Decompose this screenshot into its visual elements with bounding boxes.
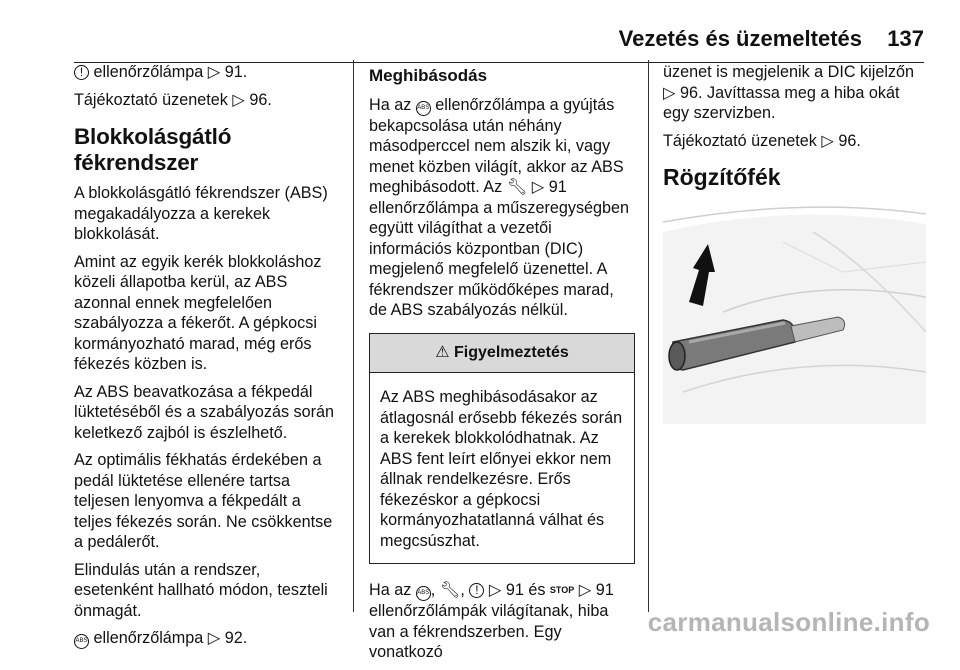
- warning-title: Figyelmeztetés: [454, 343, 569, 361]
- brake-lamp-ref-line: [74, 62, 342, 83]
- ref-page[interactable]: 91: [548, 178, 567, 196]
- ref-page[interactable]: 91.: [224, 63, 248, 81]
- section-heading-parking-brake: Rögzítőfék: [663, 164, 781, 190]
- page-header: [0, 12, 960, 52]
- ref-arrow-icon: ▷: [207, 629, 221, 647]
- column-2: [369, 62, 635, 670]
- header-title: Vezetés és üzemeltetés: [618, 26, 862, 51]
- ref-page[interactable]: 92.: [224, 629, 248, 647]
- brake-warning-icon: !: [74, 65, 89, 80]
- paragraph: A blokkolásgátló fékrendszer (ABS) megakadályozza a kerekek blokkolását.: [74, 184, 328, 243]
- info-messages-ref-line: [74, 90, 342, 111]
- abs-lamp-ref-line: [74, 628, 342, 649]
- abs-icon: ABS: [74, 634, 89, 649]
- wrench-icon: 🔧︎: [506, 178, 528, 196]
- column-3: [663, 62, 926, 424]
- abs-icon: ABS: [416, 101, 431, 116]
- warning-box: [369, 333, 635, 565]
- page-number: 137: [887, 26, 924, 51]
- text-run: Ha az: [369, 581, 412, 599]
- paragraph: [663, 62, 926, 124]
- text-run: Javíttassa meg a hiba okát egy szervizben.: [663, 83, 900, 122]
- section-heading-fault: Meghibásodás: [369, 66, 488, 85]
- warning-text: Az ABS meghibásodásakor az átlagosnál erősebb fékezés során a kerekek blokkolódhatnak. Az ABS fent leírt előnyei ekkor nem állnak rendelkezésre. Erős fékezéskor a gépkocsi kormányozhatatlanná válhat és megcsúszhat.: [380, 388, 623, 550]
- paragraph: Az optimális fékhatás érdekében a pedál lüktetése ellenére tartsa teljesen lenyomva a fékpedált a teljes fékezés során. Ne csökkentse a pedálerőt.: [74, 451, 333, 551]
- text-run: ellenőrzőlámpa a műszeregységben együtt világíthat a vezetői információs központban (DIC) megjelenő megfelelő üzenettel. A fékrendszer működőképes marad, de ABS szabályozás nélkül.: [369, 198, 630, 319]
- ref-page[interactable]: 91 és: [505, 581, 546, 599]
- paragraph: Elindulás után a rendszer, esetenként hallható módon, teszteli önmagát.: [74, 560, 328, 620]
- abs-icon: ABS: [416, 586, 431, 601]
- ref-page[interactable]: 96.: [249, 90, 272, 109]
- wrench-icon: 🔧︎: [439, 581, 461, 599]
- paragraph: Az ABS beavatkozása a fékpedál lüktetéséből és a szabályozás során keletkező zajból is észlelhető.: [74, 382, 335, 442]
- stop-icon: STOP: [549, 585, 575, 595]
- ref-arrow-icon: ▷: [821, 131, 834, 150]
- ref-arrow-icon: ▷: [578, 581, 592, 599]
- text-run: üzenet is megjelenik a DIC kijelzőn: [663, 63, 915, 81]
- ref-page[interactable]: 96.: [838, 131, 861, 150]
- paragraph: [369, 95, 635, 321]
- parking-brake-illustration: [663, 202, 926, 424]
- ref-arrow-icon: ▷: [663, 83, 676, 102]
- ref-text: ellenőrzőlámpa: [93, 629, 204, 647]
- brake-warning-icon: !: [469, 583, 484, 598]
- ref-page[interactable]: 91: [595, 581, 614, 599]
- text-run: Ha az: [369, 95, 412, 114]
- ref-arrow-icon: ▷: [488, 581, 502, 599]
- ref-arrow-icon: ▷: [531, 178, 545, 196]
- text-run: ellenőrzőlámpák világítanak, hiba van a fékrendszerben. Egy vonatkozó: [369, 602, 609, 661]
- watermark: carmanualsonline.info: [647, 607, 930, 637]
- text-run: ellenőrzőlámpa a gyújtás bekapcsolása után néhány másodperccel nem alszik ki, vagy menet közben világít, akkor az ABS meghibásodott. Az: [369, 95, 624, 196]
- column-1: [74, 62, 342, 656]
- ref-page[interactable]: 96.: [679, 83, 703, 102]
- paragraph: Amint az egyik kerék blokkoláshoz közeli állapotba kerül, az ABS azonnal ennek megfelelően szabályozza a fékerőt. A gépkocsi kormányozható marad, még erős fékezés közben is.: [74, 252, 322, 373]
- ref-arrow-icon: ▷: [232, 90, 245, 109]
- section-heading-abs: Blokkolásgátló fékrendszer: [74, 124, 232, 175]
- ref-text: Tájékoztató üzenetek: [663, 131, 817, 150]
- ref-text: ellenőrzőlámpa: [93, 63, 204, 81]
- parking-brake-drawing: [663, 202, 926, 424]
- ref-arrow-icon: ▷: [207, 63, 221, 81]
- column-divider-1: [353, 60, 354, 612]
- column-divider-2: [648, 60, 649, 612]
- ref-text: Tájékoztató üzenetek: [74, 90, 228, 109]
- info-messages-ref-line: [663, 131, 926, 152]
- warning-header: [370, 334, 634, 374]
- warning-icon: ⚠: [435, 343, 450, 361]
- paragraph: Ha az ABS, 🔧︎, ! ▷ 91 és STOP ▷ 91 ellenőrzőlámpák világítanak, hiba van a fékrendszerben. Egy vonatkozó: [369, 581, 614, 661]
